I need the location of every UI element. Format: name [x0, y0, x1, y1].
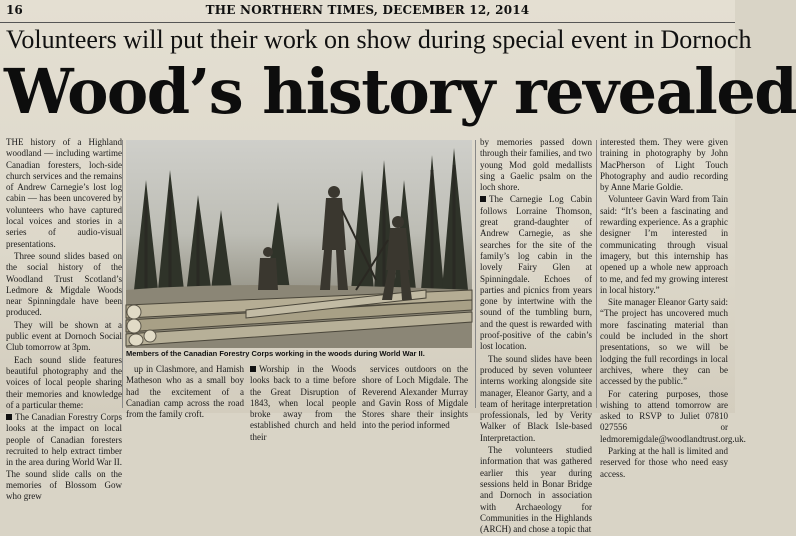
- paragraph: [600, 194, 728, 296]
- article-column-2: [126, 364, 244, 421]
- paragraph-text: Each sound slide features beautiful photography and the voices of local people sharing their memories and knowledge of a particular theme:: [6, 354, 122, 410]
- paragraph: [6, 251, 122, 319]
- paragraph-text: Parking at the hall is limited and reserved for those who need easy access.: [600, 446, 728, 479]
- paragraph-text: services outdoors on the shore of Loch Migdale. The Reverend Alexander Murray and Gavin Ross of Migdale Stores share their insights into the period informed: [362, 364, 468, 431]
- paragraph: [480, 445, 592, 535]
- paragraph: [600, 446, 728, 480]
- paragraph-text: Three sound slides based on the social history of the Woodland Trust Scotland’s Ledmore & Migdale Woods near Spinningdale have been produced.: [6, 250, 122, 318]
- paragraph: [362, 364, 468, 432]
- paragraph-text: by memories passed down through their families, and two young Mod gold medallists sing a Gaelic psalm on the loch shore.: [480, 137, 592, 193]
- paragraph: [126, 364, 244, 420]
- paper-dateline: THE NORTHERN TIMES, DECEMBER 12, 2014: [205, 3, 530, 17]
- paragraph: [6, 137, 122, 250]
- article-column-1: [6, 137, 122, 504]
- paragraph: [6, 320, 122, 354]
- paragraph: [600, 297, 728, 387]
- page-number: 16: [6, 3, 23, 17]
- article-column-3: [250, 364, 356, 444]
- paragraph-text: They will be shown at a public event at Dornoch Social Club tomorrow at 3pm.: [6, 319, 122, 353]
- paragraph: [250, 364, 356, 443]
- paragraph: [600, 388, 746, 445]
- photo-caption: Members of the Canadian Forestry Corps working in the woods during World War II.: [126, 349, 425, 358]
- paragraph-text: interested them. They were given training in photography by John MacPherson of Light Touch Photography and audio recording by Anne Marie Goldie.: [600, 137, 728, 193]
- paragraph-text: The Canadian Forestry Corps looks at the impact on local people of Canadian foresters recruited to help extract timber in the area during World War II. The sound slide calls on the memories of Blossom Gow who grew: [6, 412, 122, 502]
- article-column-6: [600, 137, 746, 481]
- paragraph-text: THE history of a Highland woodland — including wartime Canadian foresters, loch-side church services and the remains of Andrew Carnegie’s lost log cabin — has been uncovered by volunteers who have captured local voices and stories in a series of audio-visual presentations.: [6, 137, 122, 249]
- bullet-icon: [480, 196, 486, 202]
- column-rule: [475, 140, 476, 408]
- article-column-5: [480, 137, 592, 536]
- paragraph-text: Volunteer Gavin Ward from Tain said: “It’s been a fascinating and rewarding experience. As a graphic designer I’m interested in communicating through visual imagery, but this internship has opened up a whole new approach to me, and fed my growing interest in local history.”: [600, 194, 728, 295]
- headline: Wood’s history revealed: [4, 55, 796, 128]
- paragraph: [480, 194, 592, 352]
- paragraph-text: For catering purposes, those wishing to attend tomorrow are asked to RSVP to Juliet 07810 027556 or ledmoremigdale@woodlandtrust.org.uk.: [600, 388, 746, 444]
- paragraph-text: The volunteers studied information that was gathered earlier this year during sessions held in Bonar Bridge and Dornoch in association with Archaeology for Communities in the Highlands (ARCH) and chose a topic that: [480, 445, 592, 535]
- forestry-scene-illustration: [126, 140, 472, 348]
- paragraph-text: Site manager Eleanor Garty said: “The project has uncovered much more fascinating material than could be included in the short presentations, so we will be lodging the full recordings in local archives, where they can be accessed by the public.”: [600, 297, 728, 387]
- paragraph: [600, 137, 728, 193]
- paragraph-text: The sound slides have been produced by seven volunteer interns working alongside site manager, Eleanor Garty, and a team of heritage interpretation professionals, led by Verity Walker of Black Isle-based Interpretaction.: [480, 353, 592, 443]
- paragraph: [6, 412, 122, 502]
- column-rule: [596, 140, 597, 408]
- paragraph: [480, 137, 592, 193]
- strapline: Volunteers will put their work on show during special event in Dornoch: [6, 25, 752, 54]
- article-column-4: [362, 364, 468, 433]
- paragraph: [6, 355, 122, 411]
- bullet-icon: [6, 414, 12, 420]
- paragraph-text: up in Clashmore, and Hamish Matheson who as a small boy had the excitement of a Canadian camp across the road from the family croft.: [126, 364, 244, 420]
- conifer-trees: [134, 148, 468, 295]
- forestry-photo: [126, 140, 472, 348]
- bullet-icon: [250, 366, 256, 372]
- paragraph-text: The Carnegie Log Cabin follows Lorraine Thomson, great grand-daughter of Andrew Carnegie, as she searches for the site of the family’s log cabin in the lovely Fairy Glen at Spinningdale. Echoes of parties and picnics from years gone by intertwine with the sound of the tumbling burn, and the quest is rewarded with proof-positive of the cabin’s lost location.: [480, 194, 592, 352]
- paragraph: [480, 354, 592, 444]
- column-rule: [122, 140, 123, 408]
- masthead: [0, 0, 735, 23]
- paragraph-text: Worship in the Woods looks back to a time before the Great Disruption of 1843, when local people broke away from the established church and held their: [250, 364, 356, 442]
